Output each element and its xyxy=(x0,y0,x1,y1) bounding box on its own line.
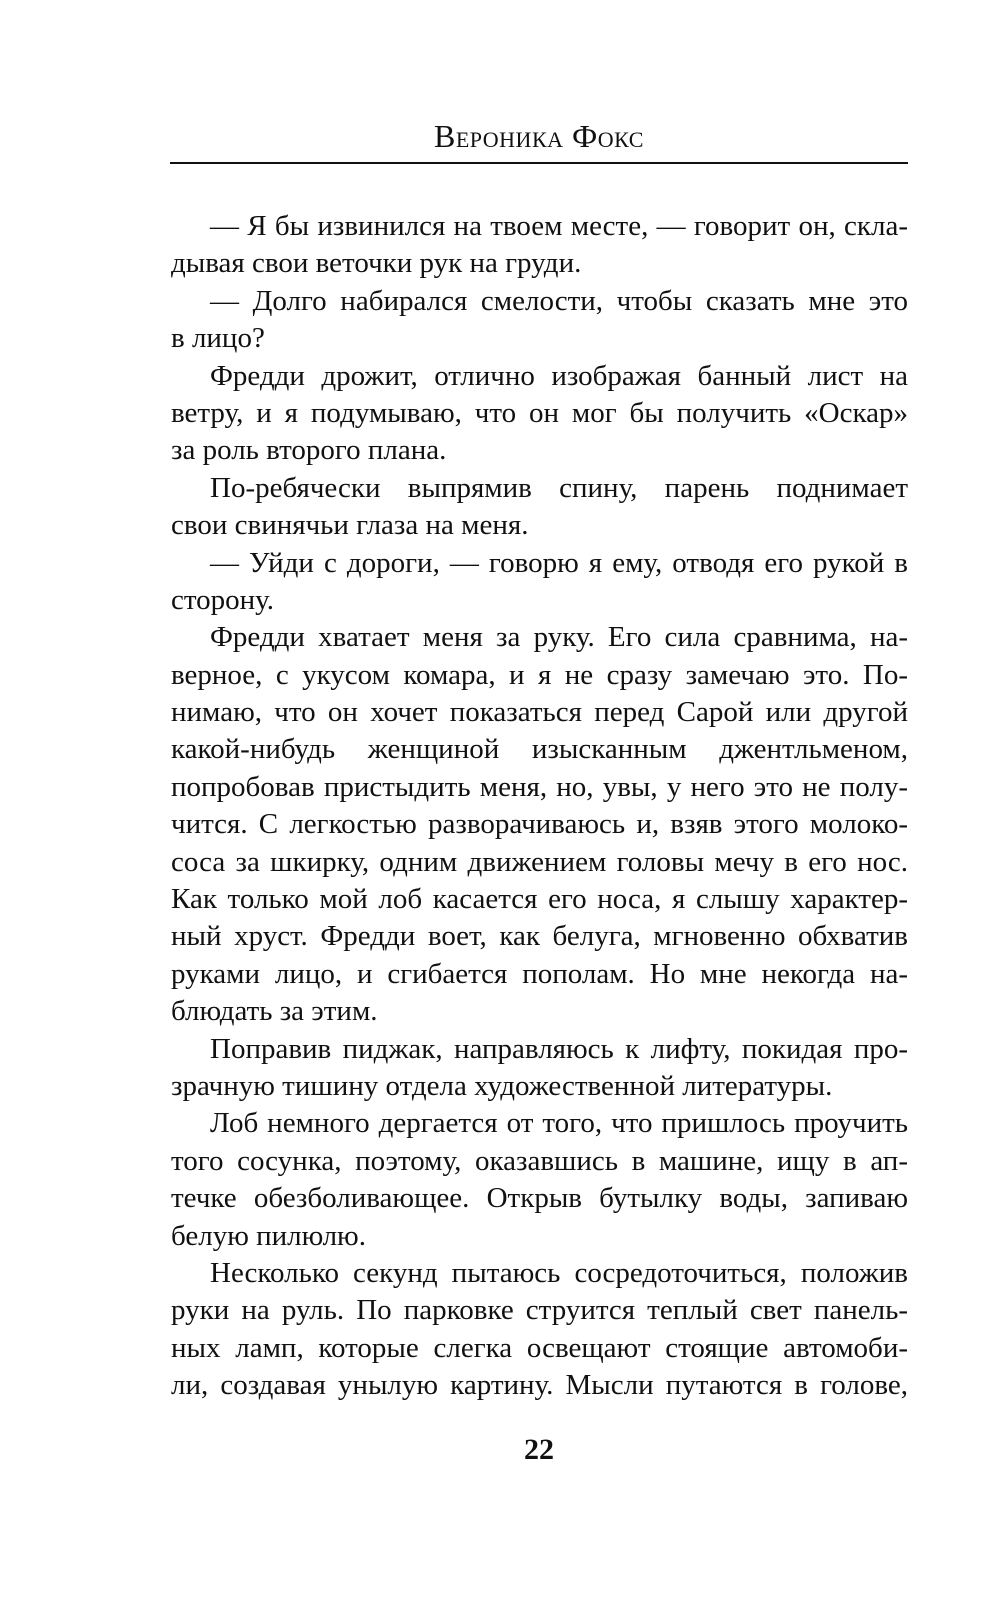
text-line: верное, с укусом комара, и я не сразу замечаю это. По- xyxy=(171,658,908,691)
text-line: того сосунка, поэтому, оказавшись в машине, ищу в ап- xyxy=(171,1144,908,1177)
text-line: Лоб немного дергается от того, что пришлось проучить xyxy=(210,1107,908,1140)
text-line: Поправив пиджак, направляюсь к лифту, покидая про- xyxy=(210,1032,908,1065)
text-line: попробовав пристыдить меня, но, увы, у него это не полу- xyxy=(171,770,908,803)
text-line: ный хруст. Фредди воет, как белуга, мгновенно обхватив xyxy=(171,920,908,953)
paragraph xyxy=(171,208,908,283)
text-line: свои свинячьи глаза на меня. xyxy=(171,509,529,542)
text-line: нимаю, что он хочет показаться перед Сарой или другой xyxy=(171,696,908,729)
text-line: белую пилюлю. xyxy=(171,1219,366,1252)
paragraph xyxy=(171,545,908,620)
text-line: дывая свои веточки рук на груди. xyxy=(171,247,582,280)
text-line: ных ламп, которые слегка освещают стоящие автомоби- xyxy=(171,1331,908,1364)
text-line: сторону. xyxy=(171,583,275,616)
text-line: чится. С легкостью разворачиваюсь и, взяв этого молоко- xyxy=(171,808,908,841)
paragraph xyxy=(171,283,908,358)
paragraph xyxy=(171,1255,908,1405)
text-line: течке обезболивающее. Открыв бутылку воды, запиваю xyxy=(171,1182,908,1215)
text-line: По-ребячески выпрямив спину, парень поднимает xyxy=(210,471,908,504)
text-line: соса за шкирку, одним движением головы мечу в его нос. xyxy=(171,845,908,878)
page-number: 22 xyxy=(524,1433,554,1466)
header-rule xyxy=(170,162,908,164)
text-line: — Уйди с дороги, — говорю я ему, отводя его рукой в xyxy=(210,546,908,579)
paragraph xyxy=(171,1031,908,1106)
text-line: руками лицо, и сгибается пополам. Но мне некогда на- xyxy=(171,957,908,990)
text-line: Как только мой лоб касается его носа, я слышу характер- xyxy=(171,883,908,916)
text-line: ветру, и я подумываю, что он мог бы получить «Оскар» xyxy=(171,396,908,429)
text-line: какой-нибудь женщиной изысканным джентльменом, xyxy=(171,733,908,766)
text-line: Несколько секунд пытаюсь сосредоточиться, положив xyxy=(210,1256,908,1289)
running-head-author: Вероника Фокс xyxy=(434,118,644,154)
text-line: ли, создавая унылую картину. Мысли путаются в голове, xyxy=(171,1369,908,1402)
body-text xyxy=(171,208,908,1405)
text-line: блюдать за этим. xyxy=(171,995,378,1028)
paragraph xyxy=(171,470,908,545)
text-line: за роль второго плана. xyxy=(171,434,447,467)
text-line: руки на руль. По парковке струится теплый свет панель- xyxy=(171,1294,908,1327)
text-line: — Долго набирался смелости, чтобы сказать мне это xyxy=(210,284,908,317)
paragraph xyxy=(171,619,908,1030)
paragraph xyxy=(171,358,908,470)
paragraph xyxy=(171,1105,908,1255)
text-line: Фредди хватает меня за руку. Его сила сравнима, на- xyxy=(210,621,908,654)
text-line: — Я бы извинился на твоем месте, — говорит он, скла- xyxy=(210,210,908,242)
text-line: в лицо? xyxy=(171,322,265,355)
text-line: Фредди дрожит, отлично изображая банный лист на xyxy=(210,359,908,392)
text-line: зрачную тишину отдела художественной литературы. xyxy=(171,1069,833,1102)
